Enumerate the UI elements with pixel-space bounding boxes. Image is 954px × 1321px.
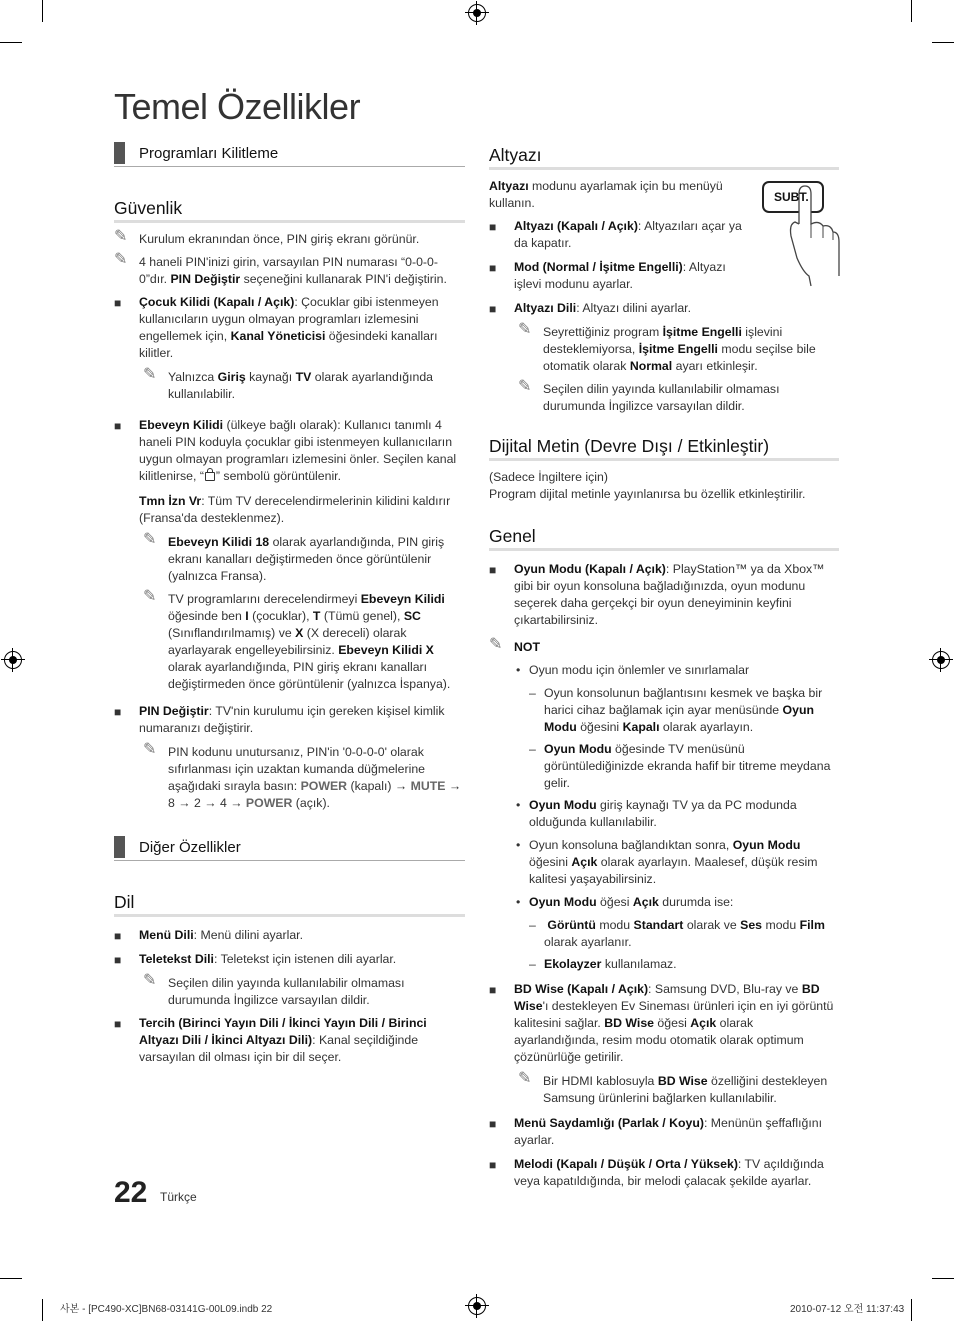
crop-mark <box>0 42 22 43</box>
note: ✎ Ebeveyn Kilidi 18 olarak ayarlandığında, PIN giriş ekranı kanalları değiştirmeden önce görüntülenir (yalnızca Fransa). <box>143 531 445 583</box>
list-item: • Oyun Modu giriş kaynağı TV ya da PC modunda olduğunda kullanılabilir. <box>516 798 797 829</box>
square-bullet-icon: ■ <box>489 1158 497 1172</box>
lock-icon <box>205 472 215 481</box>
square-bullet-icon: ■ <box>489 220 497 234</box>
crop-mark <box>911 1299 912 1321</box>
preference-item: ■ Tercih (Birinci Yayın Dili / İkinci Yayın Dili / Birinci Altyazı Dili / İkinci Altyazı Dili): Kanal seçildiğinde varsayılan dil olması için bir dil seçer. <box>114 1016 427 1064</box>
list-item: – Ekolayzer kullanılamaz. <box>529 957 677 971</box>
security-heading: Güvenlik <box>114 197 465 223</box>
crop-mark <box>932 42 954 43</box>
parental-lock-item: ■ Ebeveyn Kilidi (ülkeye bağlı olarak): Kullanıcı tanımlı 4 haneli PIN koduyla çocuklar gibi istenmeyen kullanıcıların uygun olmayan programları izlemesini önler. Seçilen kanal kilitlenirse, “ ” sembolü görüntülenir. Tmn İzn Vr: Tüm TV derecelendirmelerinin kilidini kaldırır (Fransa'da desteklenmez). <box>114 418 457 525</box>
subtitle-mode-item: ■ Mod (Normal / İşitme Engelli): Altyazı işlevi modunu ayarlar. <box>489 260 726 291</box>
pencil-icon: ✎ <box>518 1070 532 1087</box>
square-bullet-icon: ■ <box>489 302 497 316</box>
child-lock-item: ■ Çocuk Kilidi (Kapalı / Açık): Çocuklar gibi istenmeyen kullanıcıların uygun olmayan programları izlemesini engellemek için, Kanal Yöneticisi öğesindeki kanalları kilitler. <box>114 295 439 360</box>
list-item: – Oyun konsolunun bağlantısını kesmek ve başka bir harici cihaz bağlamak için ayar menüsünde Oyun Modu öğesini Kapalı olarak ayarlayın. <box>529 686 823 734</box>
crop-mark <box>42 0 43 22</box>
page-language: Türkçe <box>160 1190 197 1204</box>
square-bullet-icon: ■ <box>114 929 122 943</box>
melody-item: ■ Melodi (Kapalı / Düşük / Orta / Yüksek): TV açıldığında veya kapatıldığında, bir melodi çalacak şekilde ayarlar. <box>489 1157 824 1188</box>
left-column <box>114 144 465 1073</box>
square-bullet-icon: ■ <box>114 296 122 310</box>
remote-subt-button-illustration <box>761 180 841 288</box>
right-column <box>489 144 839 1197</box>
list-item: • Oyun konsoluna bağlandıktan sonra, Oyun Modu öğesini Açık olarak ayarlayın. Maalesef, düşük resim kalitesi yaşayabilirsiniz. <box>516 838 818 886</box>
registration-mark-icon <box>932 651 950 669</box>
pencil-icon: ✎ <box>143 972 157 989</box>
subtitle-language-item: ■ Altyazı Dili: Altyazı dilini ayarlar. <box>489 301 692 316</box>
pencil-icon: ✎ <box>489 636 503 653</box>
list-item: • Oyun Modu öğesi Açık durumda ise: <box>516 895 734 909</box>
section-heading-program-lock: Programları Kilitleme <box>114 144 465 167</box>
note: ✎ Bir HDMI kablosuyla BD Wise özelliğini destekleyen Samsung ürünlerini bağlarken kullanılabilir. <box>518 1070 828 1105</box>
list-item: • Oyun modu için önlemler ve sınırlamalar <box>516 663 750 677</box>
registration-mark-icon <box>468 4 486 22</box>
note: ✎ 4 haneli PIN'inizi girin, varsayılan PIN numarası “0-0-0-0”dır. PIN Değiştir seçeneğini kullanarak PIN'i değiştirin. <box>114 251 447 286</box>
note: ✎ Seçilen dilin yayında kullanılabilir olmaması durumunda İngilizce varsayılan dildir. <box>143 972 405 1007</box>
subtitle-heading: Altyazı <box>489 144 839 170</box>
pin-change-item: ■ PIN Değiştir: TV'nin kurulumu için gereken kişisel kimlik numaranızı değiştirir. <box>114 704 445 735</box>
square-bullet-icon: ■ <box>114 705 122 719</box>
pencil-icon: ✎ <box>143 588 157 605</box>
square-bullet-icon: ■ <box>114 419 122 433</box>
subtitle-onoff-item: ■ Altyazı (Kapalı / Açık): Altyazıları açar ya da kapatır. <box>489 219 742 250</box>
footer-file: 사본 - [PC490-XC]BN68-03141G-00L09.indb 22 <box>60 1304 273 1315</box>
bd-wise-item: ■ BD Wise (Kapalı / Açık): Samsung DVD, Blu-ray ve BD Wise'ı destekleyen Ev Sineması ürünleri için en iyi görüntü kalitesini sağlar. BD Wise öğesi Açık olarak ayarlandığında, resim modu otomatik olarak optimum çözünürlüğe getirilir. <box>489 982 834 1064</box>
digital-text-note: (Sadece İngiltere için) <box>489 470 608 484</box>
teletext-language-item: ■ Teletekst Dili: Teletekst için istenen dili ayarlar. <box>114 952 397 967</box>
menu-transparency-item: ■ Menü Saydamlığı (Parlak / Koyu): Menünün şeffaflığını ayarlar. <box>489 1116 823 1147</box>
square-bullet-icon: ■ <box>489 563 497 577</box>
game-mode-item: ■ Oyun Modu (Kapalı / Açık): PlayStation™ ya da Xbox™ gibi bir oyun konsoluna bağladığınızda, oyun modunu seçerek daha gerçekçi bir oyun deneyiminin keyfini çıkartabilirsiniz. <box>489 562 825 627</box>
pencil-icon: ✎ <box>143 531 157 548</box>
list-item: – Oyun Modu öğesinde TV menüsünü görüntülediğinizde ekranda hafif bir titreme meydana gelir. <box>529 742 831 790</box>
pencil-icon: ✎ <box>114 228 128 245</box>
square-bullet-icon: ■ <box>489 1117 497 1131</box>
pencil-icon: ✎ <box>143 366 157 383</box>
pencil-icon: ✎ <box>518 378 532 395</box>
list-item: – Görüntü modu Standart olarak ve Ses modu Film olarak ayarlanır. <box>529 918 825 949</box>
registration-mark-icon <box>468 1297 486 1315</box>
pencil-icon: ✎ <box>143 741 157 758</box>
section-heading-other-features: Diğer Özellikler <box>114 838 465 861</box>
square-bullet-icon: ■ <box>489 261 497 275</box>
note: ✎ Yalnızca Giriş kaynağı TV olarak ayarlandığında kullanılabilir. <box>143 366 434 401</box>
note: ✎ Seyrettiğiniz program İşitme Engelli işlevini desteklemiyorsa, İşitme Engelli modu seçilse bile otomatik olarak Normal ayarı etkinleşir. <box>518 321 816 373</box>
note: ✎ TV programlarını derecelendirmeyi Ebeveyn Kilidi öğesinde ben I (çocuklar), T (Tümü genel), SC (Sınıflandırılmamış) ve X (X dereceli) olarak ayarlayarak engelleyebilirsiniz. Ebeveyn Kilidi X olarak ayarlandığında, PIN giriş ekranı kanalları değiştirmeden önce görüntülenir (yalnızca İspanya). <box>143 588 451 691</box>
digital-text-heading: Dijital Metin (Devre Dışı / Etkinleştir) <box>489 435 839 461</box>
crop-mark <box>911 0 912 22</box>
square-bullet-icon: ■ <box>114 1017 122 1031</box>
note: ✎ NOT <box>489 636 540 654</box>
crop-mark <box>42 1299 43 1321</box>
general-heading: Genel <box>489 525 839 551</box>
square-bullet-icon: ■ <box>114 953 122 967</box>
footer-date: 2010-07-12 오전 11:37:43 <box>790 1304 905 1315</box>
square-bullet-icon: ■ <box>489 983 497 997</box>
language-heading: Dil <box>114 891 465 917</box>
subt-button-label[interactable]: SUBT. <box>774 190 809 204</box>
note: ✎ Seçilen dilin yayında kullanılabilir olmaması durumunda İngilizce varsayılan dildir. <box>518 378 780 413</box>
pencil-icon: ✎ <box>518 321 532 338</box>
crop-mark <box>0 1278 22 1279</box>
page-title: Temel Özellikler <box>114 86 361 127</box>
note: ✎ PIN kodunu unutursanız, PIN'in '0-0-0-0' olarak sıfırlanması için uzaktan kumanda düğmelerine aşağıdaki sırayla basın: POWER (kapalı) → MUTE → 8 → 2 → 4 → POWER (açık). <box>143 741 462 810</box>
registration-mark-icon <box>4 651 22 669</box>
page-number: 22 <box>114 1176 148 1209</box>
crop-mark <box>932 1278 954 1279</box>
note: ✎ Kurulum ekranından önce, PIN giriş ekranı görünür. <box>114 228 420 246</box>
digital-text-desc: Program dijital metinle yayınlanırsa bu özellik etkinleştirilir. <box>489 487 806 501</box>
subtitle-intro: Altyazı modunu ayarlamak için bu menüyü kullanın. <box>489 179 723 210</box>
menu-language-item: ■ Menü Dili: Menü dilini ayarlar. <box>114 928 304 943</box>
pencil-icon: ✎ <box>114 251 128 268</box>
